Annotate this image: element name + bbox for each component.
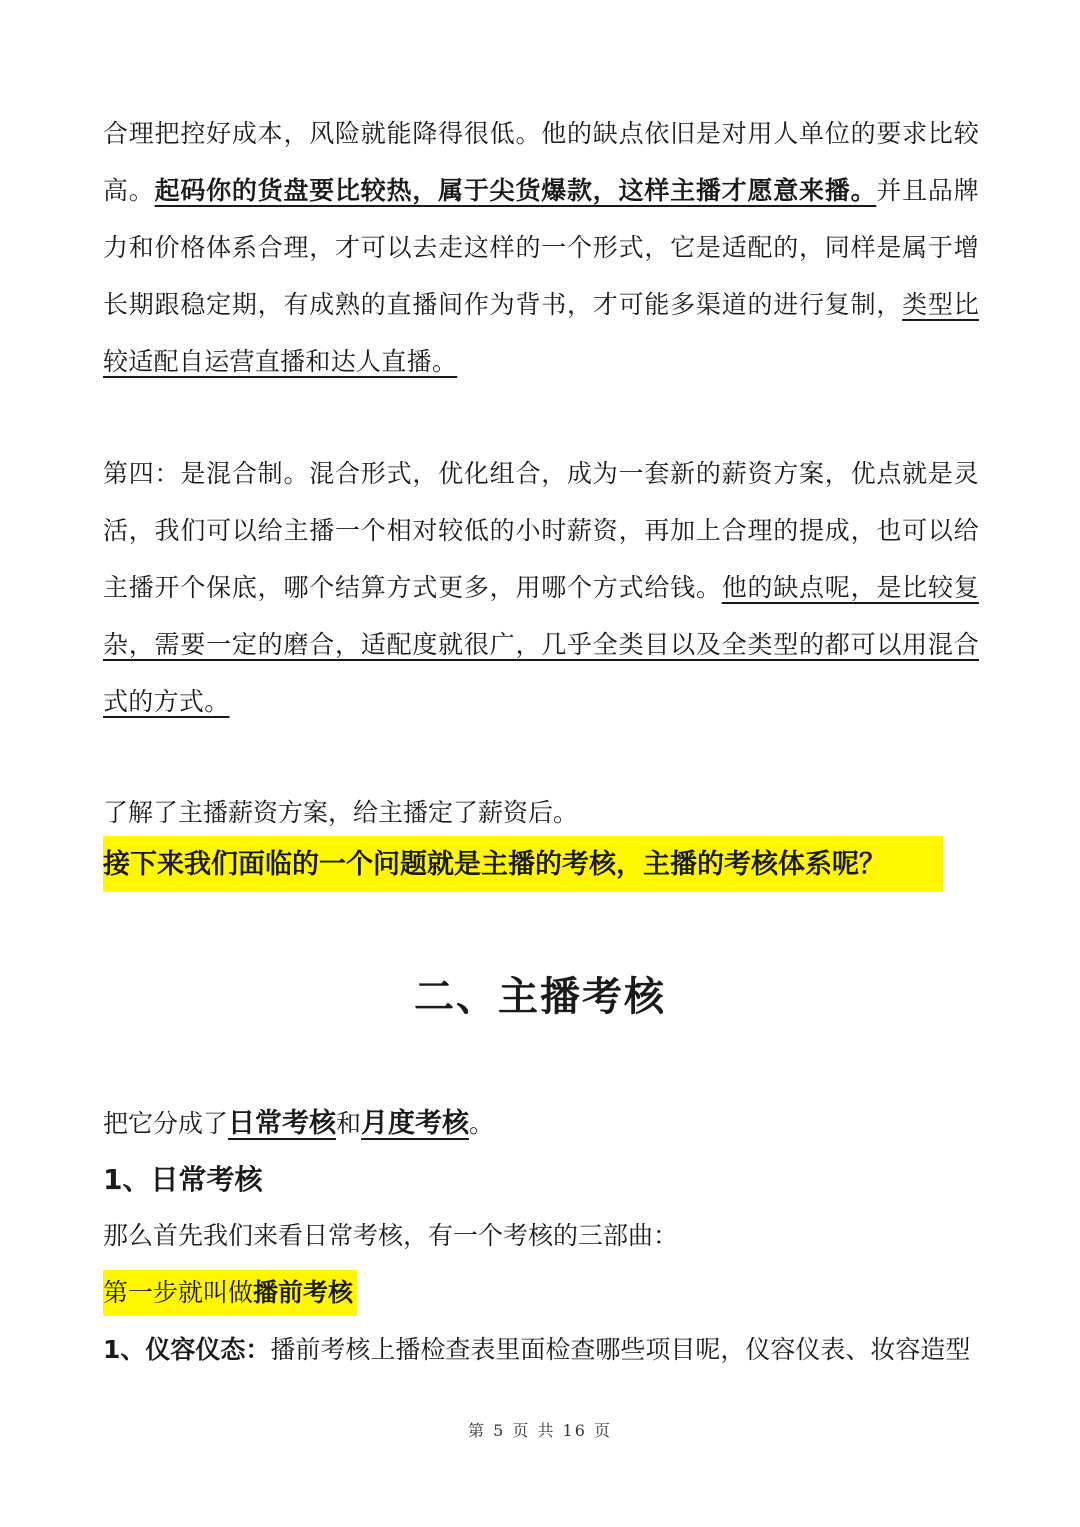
split-text-e: 。 [469,1109,495,1138]
para2-underline: 他的缺点呢，是比较复杂，需要一定的磨合，适配度就很广，几乎全类目以及全类型的都可以用混合式的方式。 [103,573,979,716]
para1-text-c: 并且品牌力和价格体系合理，才可以去走这样的一个形式，它是适配的，同样是属于增长期跟稳定期，有成熟的直播间作为背书，才可能多渠道的进行复制， [103,176,979,319]
monthly-assessment-term: 月度考核 [361,1108,470,1139]
split-line [103,1104,494,1144]
step-one-text: 第一步就叫做 [103,1278,254,1307]
page-footer: 第 5 页 共 16 页 [468,1421,612,1440]
para2-text-a: 第四：是混合制。混合形式，优化组合，成为一套新的薪资方案，优点就是灵活，我们可以给主播一个相对较低的小时薪资，再加上合理的提成，也可以给主播开个保底，哪个结算方式更多，用哪个方式给钱。 [103,459,979,602]
para1-text-a: 合理把控好成本，风险就能降得很低。他的缺点依旧是对用人单位的要求比较高。 [103,119,979,205]
daily-assessment-term: 日常考核 [228,1108,337,1139]
split-text-a: 把它分成了 [103,1109,229,1138]
item-one-text: 播前考核上播检查表里面检查哪些项目呢，仪容仪表、妆容造型 [270,1335,971,1364]
step-one-line [103,1273,353,1313]
item-one-label: 1、仪容仪态： [103,1335,271,1364]
paragraph-recruitment-cons [103,105,979,390]
split-text-c: 和 [336,1109,362,1138]
daily-intro: 那么首先我们来看日常考核，有一个考核的三部曲： [103,1221,679,1250]
paragraph-hybrid-system [103,445,979,730]
item-one-line [103,1330,970,1370]
highlight-question: 接下来我们面临的一个问题就是主播的考核，主播的考核体系呢？ [103,849,886,880]
section-title: 二、主播考核 [414,974,666,1020]
step-one-bold: 播前考核 [253,1278,354,1307]
intro-line: 了解了主播薪资方案，给主播定了薪资后。 [103,798,579,827]
para1-underline: 类型比较适配自运营直播和达人直播。 [103,290,979,376]
para1-bold-underline: 起码你的货盘要比较热，属于尖货爆款，这样主播才愿意来播。 [154,176,877,205]
sub-heading: 1、日常考核 [103,1163,263,1196]
